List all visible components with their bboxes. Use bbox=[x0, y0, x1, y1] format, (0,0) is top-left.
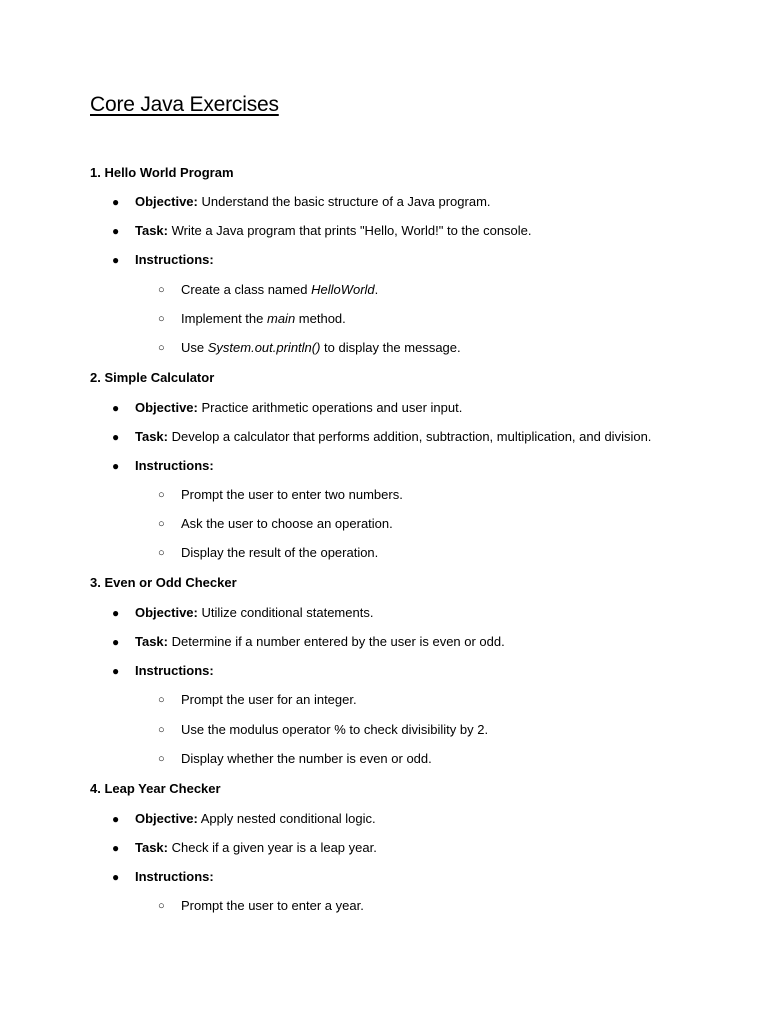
task-label: Task: bbox=[135, 223, 168, 238]
objective-text: Understand the basic structure of a Java program. bbox=[197, 194, 491, 209]
section-heading: 3. Even or Odd Checker bbox=[90, 575, 237, 590]
objective-text: Apply nested conditional logic. bbox=[197, 811, 376, 826]
bullet-icon: ● bbox=[112, 224, 120, 238]
list-item bbox=[135, 840, 377, 856]
task-label: Task: bbox=[135, 634, 168, 649]
list-item bbox=[135, 634, 505, 650]
list-item bbox=[135, 223, 532, 239]
bullet-icon: ● bbox=[112, 841, 120, 855]
sub-list-item: Use the modulus operator % to check divisibility by 2. bbox=[181, 722, 489, 737]
objective-label: Objective: bbox=[135, 194, 198, 209]
bullet-icon: ● bbox=[112, 253, 120, 267]
bullet-icon: ● bbox=[112, 812, 120, 826]
page-title: Core Java Exercises bbox=[90, 93, 279, 116]
instructions-label: Instructions: bbox=[135, 869, 214, 884]
sub-list-item: Use System.out.println() to display the message. bbox=[181, 340, 461, 355]
circle-bullet-icon: ○ bbox=[158, 900, 165, 912]
list-item bbox=[135, 458, 214, 474]
task-text: Determine if a number entered by the user is even or odd. bbox=[168, 634, 505, 649]
sub-list-item: Prompt the user to enter two numbers. bbox=[181, 487, 403, 502]
task-text: Write a Java program that prints "Hello, World!" to the console. bbox=[168, 223, 532, 238]
bullet-icon: ● bbox=[112, 195, 120, 209]
section-heading: 2. Simple Calculator bbox=[90, 370, 215, 385]
list-item bbox=[135, 252, 214, 268]
sub-list-item: Display whether the number is even or odd. bbox=[181, 751, 432, 766]
sub-list-item: Display the result of the operation. bbox=[181, 545, 379, 560]
instructions-label: Instructions: bbox=[135, 663, 214, 678]
instructions-label: Instructions: bbox=[135, 252, 214, 267]
list-item bbox=[135, 605, 373, 621]
list-item bbox=[135, 400, 462, 416]
bullet-icon: ● bbox=[112, 635, 120, 649]
objective-text: Practice arithmetic operations and user input. bbox=[197, 400, 463, 415]
objective-label: Objective: bbox=[135, 400, 198, 415]
circle-bullet-icon: ○ bbox=[158, 313, 165, 325]
instructions-label: Instructions: bbox=[135, 458, 214, 473]
list-item bbox=[135, 869, 214, 885]
task-label: Task: bbox=[135, 429, 168, 444]
circle-bullet-icon: ○ bbox=[158, 724, 165, 736]
list-item bbox=[135, 811, 376, 827]
bullet-icon: ● bbox=[112, 430, 120, 444]
bullet-icon: ● bbox=[112, 401, 120, 415]
circle-bullet-icon: ○ bbox=[158, 342, 165, 354]
objective-label: Objective: bbox=[135, 811, 198, 826]
objective-label: Objective: bbox=[135, 605, 198, 620]
bullet-icon: ● bbox=[112, 870, 120, 884]
list-item bbox=[135, 429, 651, 445]
bullet-icon: ● bbox=[112, 664, 120, 678]
circle-bullet-icon: ○ bbox=[158, 753, 165, 765]
sub-list-item: Prompt the user to enter a year. bbox=[181, 898, 364, 913]
circle-bullet-icon: ○ bbox=[158, 547, 165, 559]
circle-bullet-icon: ○ bbox=[158, 694, 165, 706]
sub-list-item: Prompt the user for an integer. bbox=[181, 692, 357, 707]
circle-bullet-icon: ○ bbox=[158, 284, 165, 296]
task-label: Task: bbox=[135, 840, 168, 855]
list-item bbox=[135, 194, 491, 210]
sub-list-item: Create a class named HelloWorld. bbox=[181, 282, 379, 297]
list-item bbox=[135, 663, 214, 679]
sub-list-item: Implement the main method. bbox=[181, 311, 346, 326]
sub-list-item: Ask the user to choose an operation. bbox=[181, 516, 393, 531]
task-text: Check if a given year is a leap year. bbox=[168, 840, 377, 855]
bullet-icon: ● bbox=[112, 459, 120, 473]
circle-bullet-icon: ○ bbox=[158, 518, 165, 530]
task-text: Develop a calculator that performs addition, subtraction, multiplication, and division. bbox=[168, 429, 652, 444]
section-heading: 4. Leap Year Checker bbox=[90, 781, 221, 796]
objective-text: Utilize conditional statements. bbox=[197, 605, 374, 620]
bullet-icon: ● bbox=[112, 606, 120, 620]
circle-bullet-icon: ○ bbox=[158, 489, 165, 501]
section-heading: 1. Hello World Program bbox=[90, 165, 234, 180]
